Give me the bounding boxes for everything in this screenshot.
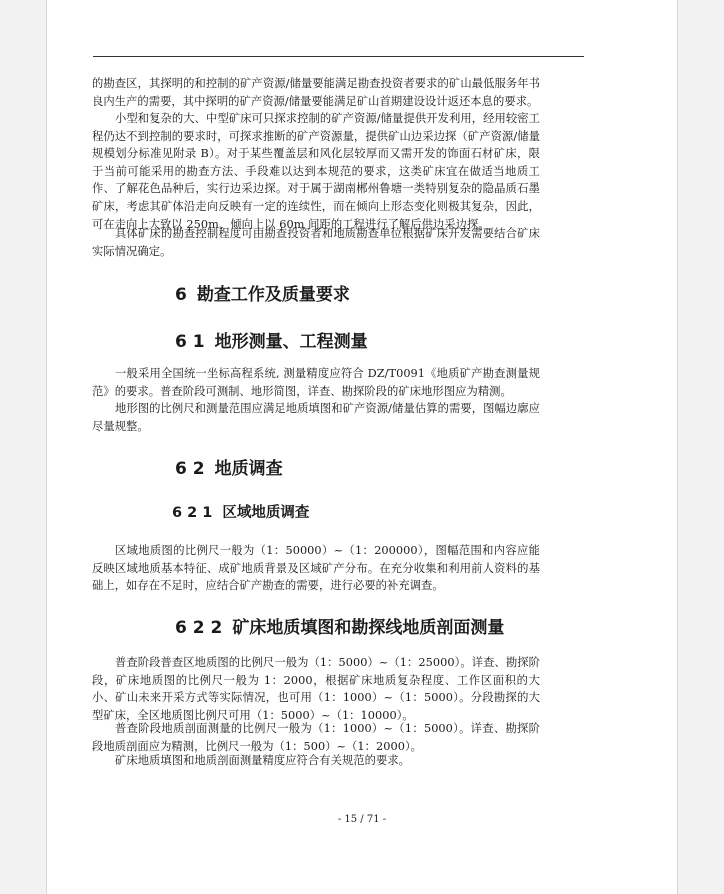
paragraph: 普查阶段地质剖面测量的比例尺一般为（1：1000）~（1：5000）。详查、勘探阶段地质剖面应为精测，比例尺一般为（1：500）~（1：2000）。 xyxy=(92,722,540,753)
heading-number: 6 1 xyxy=(175,332,205,352)
header-rule xyxy=(93,56,584,57)
paragraph: 一般采用全国统一坐标高程系统, 测量精度应符合 DZ/T0091《地质矿产勘查测量规范》的要求。普查阶段可测制、地形简图，详查、勘探阶段的矿床地形图应为精测。 xyxy=(92,367,540,398)
heading-text: 矿床地质填图和勘探线地质剖面测量 xyxy=(232,618,505,638)
paragraph: 普查阶段普查区地质图的比例尺一般为（1：5000）~（1：25000）。详查、勘探阶段，矿床地质图的比例尺一般为 1：2000，根据矿床地质复杂程度、工作区面积的大小、矿山未来开采方式等实际情况，也可用（1：1000）~（1：5000）。分段勘探的大型矿床，全区地质图比例尺可用（1：5000）~（1：10000）。 xyxy=(92,656,540,722)
section-heading-6 xyxy=(175,280,350,305)
paragraph: 区域地质图的比例尺一般为（1：50000）~（1：200000），图幅范围和内容应能反映区域地质基本特征、成矿地质背景及区域矿产分布。在充分收集和利用前人资料的基础上，如存在不足时，应结合矿产勘查的需要，进行必要的补充调查。 xyxy=(92,544,540,593)
paragraph: 小型和复杂的大、中型矿床可只探求控制的矿产资源/储量提供开发利用，经用较密工程仍达不到控制的要求时，可探求推断的矿产资源量，提供矿山边采边探（矿产资源/储量规模划分标准见附录 B）。对于某些覆盖层和风化层较厚而又需开发的饰面石材矿床，限于当前可能采用的勘查方法、手段难以达到本规范的要求，这类矿床宜在做适当地质工作、了解花色品种后，实行边采边探。对于属于湖南郴州鲁塘一类特别复杂的隐晶质石墨矿床，考虑其矿体沿走向反映有一定的连续性，而在倾向上形态变化则极其复杂，因此，可在走向上大致以 250m、倾向上以 60m 间距的工程进行了解后供边采边探。 xyxy=(92,112,540,231)
heading-text: 地形测量、工程测量 xyxy=(214,332,368,352)
heading-number: 6 2 2 xyxy=(175,618,223,638)
paragraph: 具体矿床的勘查控制程度可由勘查投资者和地质勘查单位根据矿床开发需要结合矿床实际情况确定。 xyxy=(92,227,540,258)
paragraph: 地形图的比例尺和测量范围应满足地质填图和矿产资源/储量估算的需要，图幅边廓应尽量规整。 xyxy=(92,402,540,433)
section-heading-6-1 xyxy=(175,327,368,352)
section-heading-6-2 xyxy=(175,454,283,479)
paragraph: 矿床地质填图和地质剖面测量精度应符合有关规范的要求。 xyxy=(115,754,411,767)
paragraph: 的勘查区，其探明的和控制的矿产资源/储量要能满足勘查投资者要求的矿山最低服务年书良内生产的需要，其中探明的矿产资源/储量要能满足矿山首期建设设计返还本息的要求。 xyxy=(92,77,540,108)
heading-text: 地质调查 xyxy=(214,459,283,479)
section-heading-6-2-1 xyxy=(172,501,309,522)
heading-text: 勘查工作及质量要求 xyxy=(196,285,350,305)
heading-number: 6 2 xyxy=(175,459,205,479)
heading-number: 6 2 1 xyxy=(172,505,213,521)
heading-number: 6 xyxy=(175,285,187,305)
heading-text: 区域地质调查 xyxy=(222,505,310,521)
section-heading-6-2-2 xyxy=(175,613,504,638)
page-number: - 15 / 71 - xyxy=(337,814,387,825)
